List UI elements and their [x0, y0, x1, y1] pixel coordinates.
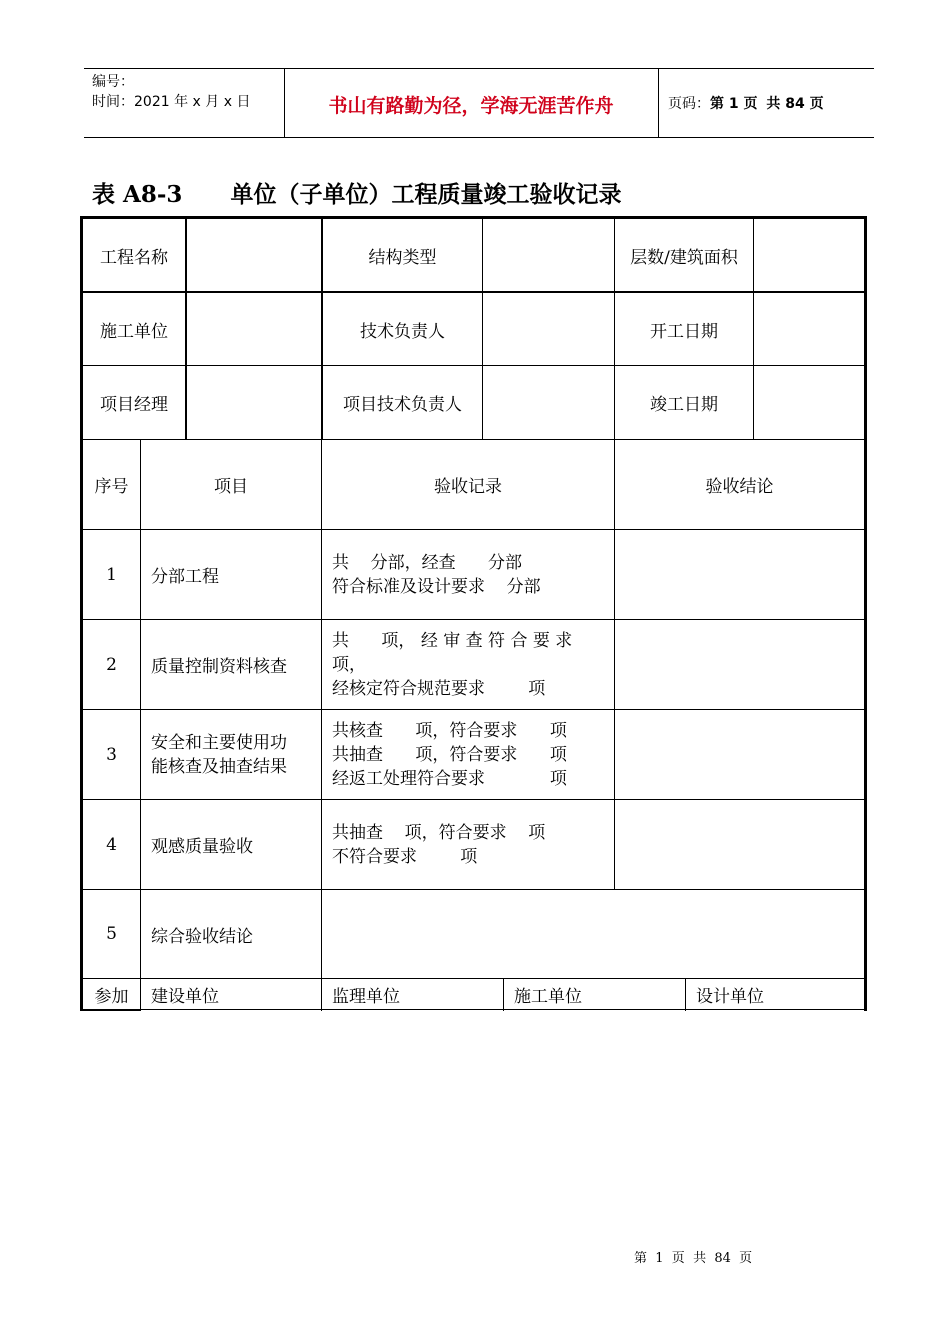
participants-label: 参加 — [94, 986, 129, 1007]
label-project-tech-lead: 项目技术负责人 — [343, 395, 462, 415]
col-header-seq: 序号 — [94, 477, 129, 497]
col-header-item: 项目 — [214, 477, 248, 497]
label-tech-lead: 技术负责人 — [360, 321, 445, 342]
label-start-date: 开工日期 — [650, 321, 718, 342]
participant-unit: 建设单位 — [151, 986, 219, 1007]
item-seq: 3 — [106, 744, 117, 765]
item-seq: 5 — [106, 924, 117, 944]
value-project-manager — [187, 366, 321, 439]
header-divider — [658, 69, 659, 137]
participant-unit: 设计单位 — [696, 986, 764, 1007]
item-seq: 2 — [106, 654, 117, 675]
item-name: 观感质量验收 — [151, 837, 253, 857]
page-total: 共 84 页 — [766, 96, 824, 112]
item-record: 共 分部，经查 分部 符合标准及设计要求 分部 — [332, 552, 541, 597]
item-name: 分部工程 — [151, 567, 219, 587]
page-current: 第 1 页 — [710, 96, 758, 112]
value-start-date — [754, 293, 864, 365]
participant-unit: 监理单位 — [332, 986, 400, 1007]
page-title: 表 A8-3 单位（子单位）工程质量竣工验收记录 — [92, 181, 622, 208]
header-motto: 书山有路勤为径，学海无涯苦作舟 — [328, 95, 614, 117]
item-record — [322, 890, 864, 978]
item-record: 共抽查 项，符合要求 项 不符合要求 项 — [332, 822, 546, 867]
value-contractor — [187, 293, 321, 365]
value-completion-date — [754, 366, 864, 439]
doc-time: 时间：2021 年 x 月 x 日 — [92, 94, 251, 110]
acceptance-table — [80, 216, 867, 1011]
value-project-name — [187, 219, 321, 291]
table-border — [80, 1009, 140, 1011]
item-seq: 4 — [106, 834, 117, 855]
header-page-info — [668, 93, 824, 113]
value-project-tech-lead — [483, 366, 614, 439]
value-floors-area — [754, 219, 864, 291]
table-border — [864, 216, 867, 1011]
item-record: 共 项， 经 审 查 符 合 要 求 项， 经核定符合规范要求 项 — [332, 630, 573, 699]
item-seq: 1 — [106, 564, 117, 585]
item-name: 质量控制资料核查 — [151, 657, 287, 677]
label-structure-type: 结构类型 — [368, 247, 437, 268]
header-meta — [92, 72, 250, 112]
label-completion-date: 竣工日期 — [650, 395, 718, 415]
label-project-manager: 项目经理 — [100, 395, 168, 415]
item-name: 安全和主要使用功 能核查及抽查结果 — [151, 732, 287, 777]
value-tech-lead — [483, 293, 614, 365]
page-prefix: 页码： — [668, 96, 710, 112]
col-header-record: 验收记录 — [434, 477, 502, 497]
label-floors-area: 层数/建筑面积 — [630, 247, 738, 268]
page-header — [84, 68, 874, 138]
item-record: 共核查 项，符合要求 项 共抽查 项，符合要求 项 经返工处理符合要求 项 — [332, 720, 567, 789]
doc-number-label: 编号： — [92, 74, 134, 90]
participant-unit: 施工单位 — [514, 986, 582, 1007]
item-name: 综合验收结论 — [151, 926, 253, 947]
page-footer: 第 1 页 共 84 页 — [634, 1251, 753, 1266]
label-project-name: 工程名称 — [100, 247, 168, 268]
value-structure-type — [483, 219, 614, 291]
col-header-conclusion: 验收结论 — [705, 477, 774, 497]
label-contractor: 施工单位 — [100, 321, 168, 342]
